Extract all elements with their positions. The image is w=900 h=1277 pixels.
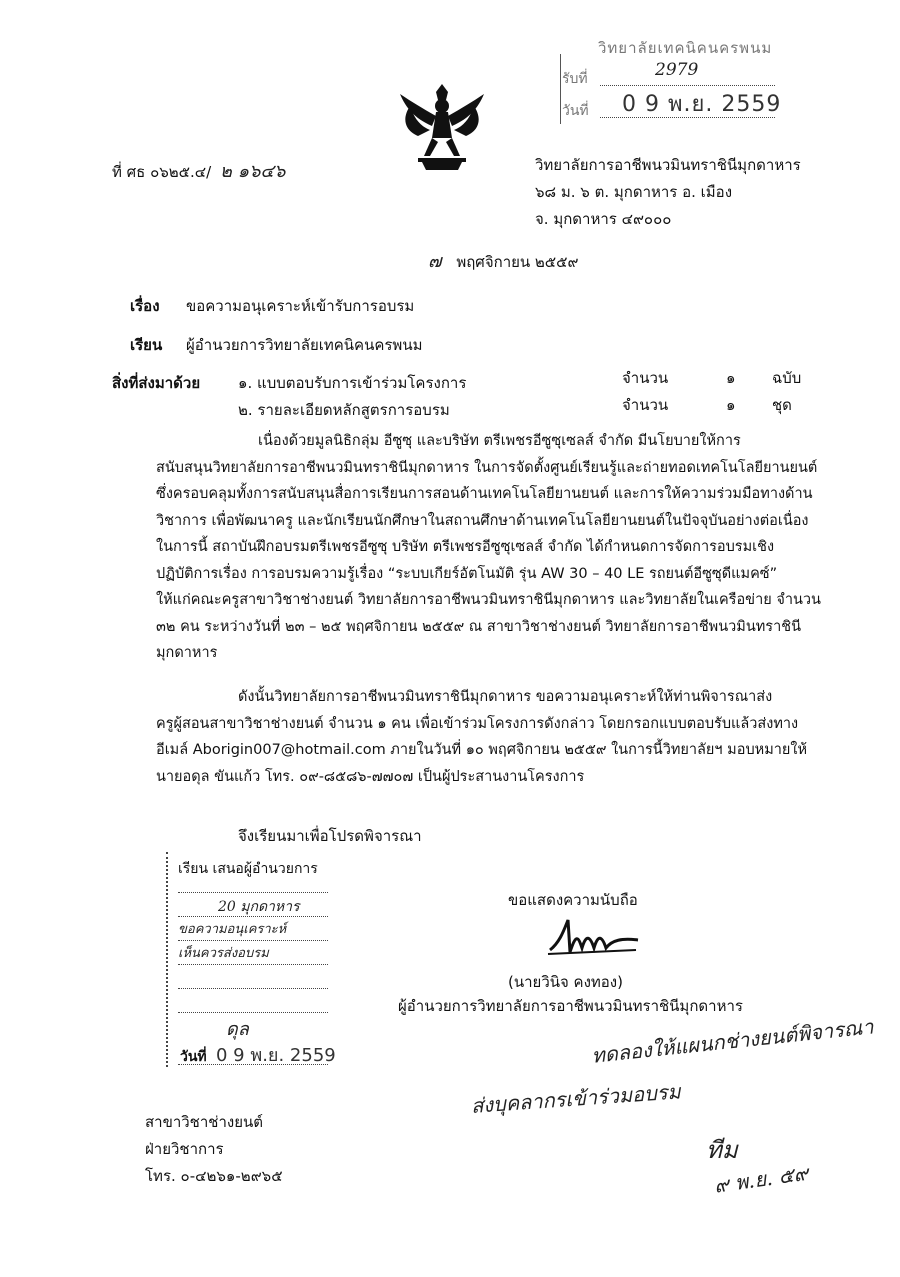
memo-date: 0 9 พ.ย. 2559: [216, 1045, 336, 1066]
closing-text: จึงเรียนมาเพื่อโปรดพิจารณา: [238, 827, 422, 845]
letter-date: [428, 246, 579, 275]
enclosure-qty: ๑: [726, 396, 736, 414]
stamp-recv-no: 2979: [655, 60, 699, 80]
paragraph-line: มุกดาหาร: [156, 645, 218, 661]
doc-number-value: ๒ ๑๖๔๖: [219, 161, 286, 182]
enclosure-qty-label: จำนวน: [622, 396, 669, 414]
paragraph-line: ปฏิบัติการเรื่อง การอบรมความรู้เรื่อง “ระบบเกียร์อัตโนมัติ รุ่น AW 30 – 40 LE รถยนต์อีซูซุดีแมคซ์”: [156, 565, 778, 582]
paragraph-line: ในการนี้ สถาบันฝึกอบรมตรีเพชรอีซูซุ บริษัท ตรีเพชรอีซูซุเซลส์ จำกัด ได้กำหนดการจัดการอบรมเชิง: [156, 539, 775, 555]
letter-date-month-year: พฤศจิกายน ๒๕๕๙: [456, 253, 579, 271]
to-text: ผู้อำนวยการวิทยาลัยเทคนิคนครพนม: [186, 336, 423, 354]
enclosure-qty: ๑: [726, 369, 736, 387]
memo-box: [166, 852, 341, 1067]
memo-hand-2: ขอความอนุเคราะห์: [178, 922, 287, 937]
footer-dept: สาขาวิชาช่างยนต์: [145, 1113, 263, 1131]
signer-position: ผู้อำนวยการวิทยาลัยการอาชีพนวมินทราชินีมุกดาหาร: [398, 997, 743, 1015]
letter-date-day: ๗: [428, 251, 442, 272]
paragraph-line: ดังนั้นวิทยาลัยการอาชีพนวมินทราชินีมุกดาหาร ขอความอนุเคราะห์ให้ท่านพิจารณาส่ง: [238, 689, 773, 705]
paragraph-line: อีเมล์ Aborigin007@hotmail.com ภายในวันที่ ๑๐ พฤศจิกายน ๒๕๕๙ ในการนี้วิทยาลัยฯ มอบหมายให้: [156, 742, 808, 758]
subject-text: ขอความอนุเคราะห์เข้ารับการอบรม: [186, 297, 415, 315]
memo-hand-1: 20 มุกดาหาร: [218, 899, 300, 915]
enclosure-unit: ชุด: [772, 396, 792, 414]
body-paragraph-1: [156, 428, 821, 667]
paragraph-line: สนับสนุนวิทยาลัยการอาชีพนวมินทราชินีมุกดาหาร ในการจัดตั้งศูนย์เรียนรู้และถ่ายทอดเทคโนโลยียานยนต์: [156, 459, 818, 476]
signer-name: (นายวินิจ คงทอง): [508, 973, 623, 991]
enclosure-item-text: ๒. รายละเอียดหลักสูตรการอบรม: [238, 401, 450, 419]
paragraph-line: นายอดุล ขันแก้ว โทร. ๐๙-๘๕๘๖-๗๗๐๗ เป็นผู้ประสานงานโครงการ: [156, 768, 585, 785]
handnote-initial: ทีม: [706, 1136, 738, 1164]
memo-header: เรียน เสนอผู้อำนวยการ: [178, 861, 318, 877]
paragraph-line: ซึ่งครอบคลุมทั้งการสนับสนุนสื่อการเรียนการสอนด้านเทคโนโลยียานยนต์ และการให้ความร่วมมือทางด้าน: [156, 486, 813, 502]
signature-icon: [542, 912, 642, 962]
memo-initials: ดุล: [226, 1019, 249, 1040]
garuda-emblem-icon: [392, 78, 492, 173]
regards-text: ขอแสดงความนับถือ: [508, 891, 638, 909]
handnote-line1: ทดลองให้แผนกช่างยนต์พิจารณา: [590, 1014, 875, 1068]
enclosure-qty-label: จำนวน: [622, 369, 669, 387]
handnote-date: ๙ พ.ย. ๕๙: [712, 1160, 810, 1198]
enclosure-item-text: ๑. แบบตอบรับการเข้าร่วมโครงการ: [238, 374, 467, 392]
paragraph-line: ให้แก่คณะครูสาขาวิชาช่างยนต์ วิทยาลัยการอาชีพนวมินทราชินีมุกดาหาร และวิทยาลัยในเครือข่าย จำนวน: [156, 592, 821, 608]
stamp-date-label: วันที่: [562, 103, 589, 119]
footer-phone: โทร. ๐-๔๒๖๑-๒๙๖๕: [145, 1167, 283, 1185]
stamp-date: 0 9 พ.ย. 2559: [622, 92, 782, 117]
handnote-line2: ส่งบุคลากรเข้าร่วมอบรม: [470, 1079, 682, 1118]
doc-number: [112, 156, 285, 185]
receive-stamp: [560, 30, 810, 125]
enclosure-unit: ฉบับ: [772, 369, 802, 387]
doc-number-prefix: ที่ ศธ ๐๖๒๕.๔/: [112, 163, 212, 181]
paragraph-line: ๓๒ คน ระหว่างวันที่ ๒๓ – ๒๕ พฤศจิกายน ๒๕๕๙ ณ สาขาวิชาช่างยนต์ วิทยาลัยการอาชีพนวมินทราชินี: [156, 618, 801, 635]
subject-label: เรื่อง: [130, 297, 160, 315]
stamp-recv-label: รับที่: [562, 71, 588, 87]
enclosures-label: สิ่งที่ส่งมาด้วย: [112, 374, 201, 392]
memo-hand-3: เห็นควรส่งอบรม: [178, 946, 269, 961]
paragraph-line: เนื่องด้วยมูลนิธิกลุ่ม อีซูซุ และบริษัท ตรีเพชรอีซูซุเซลส์ จำกัด มีนโยบายให้การ: [258, 433, 741, 449]
footer-division: ฝ่ายวิชาการ: [145, 1140, 224, 1158]
body-paragraph-2: [156, 684, 808, 790]
memo-date-label: วันที่: [180, 1049, 207, 1065]
paragraph-line: ครูผู้สอนสาขาวิชาช่างยนต์ จำนวน ๑ คน เพื่อเข้าร่วมโครงการดังกล่าว โดยกรอกแบบตอบรับแล้วส่งทาง: [156, 715, 799, 732]
sender-line2: ๖๘ ม. ๖ ต. มุกดาหาร อ. เมือง: [535, 183, 733, 201]
sender-line3: จ. มุกดาหาร ๔๙๐๐๐: [535, 210, 672, 228]
to-label: เรียน: [130, 336, 163, 354]
stamp-school: วิทยาลัยเทคนิคนครพนม: [598, 39, 773, 57]
paragraph-line: วิชาการ เพื่อพัฒนาครู และนักเรียนนักศึกษาในสถานศึกษาด้านเทคโนโลยียานยนต์ในปัจจุบันอย่างต่อเนื่อง: [156, 512, 809, 529]
sender-line1: วิทยาลัยการอาชีพนวมินทราชินีมุกดาหาร: [535, 156, 801, 174]
